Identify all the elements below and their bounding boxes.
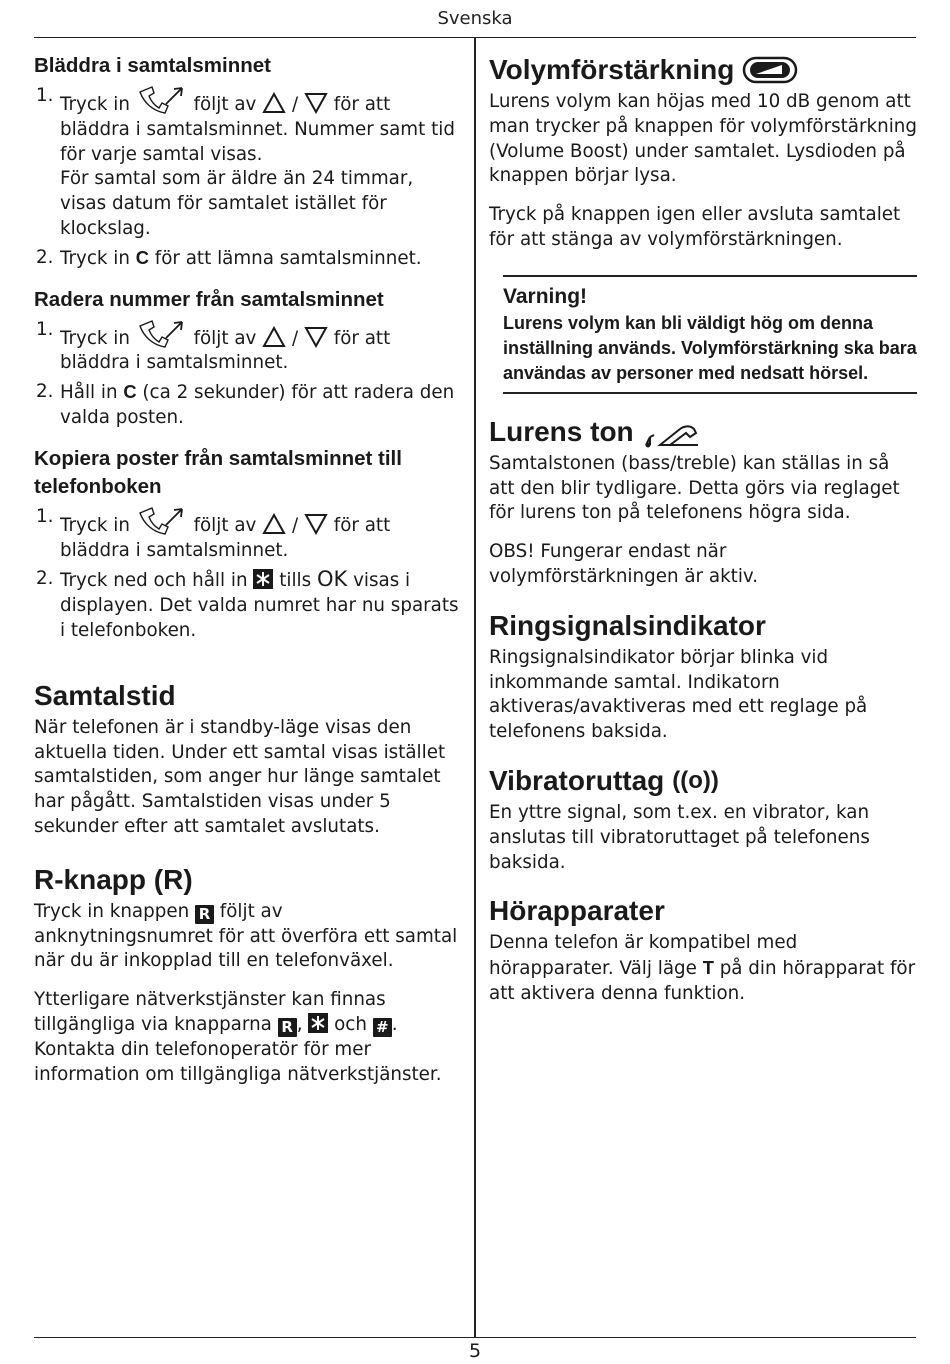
copy-steps — [34, 505, 462, 644]
vibrator-heading — [489, 763, 917, 799]
step-text: Tryck in — [60, 247, 130, 269]
paragraph-text: och — [334, 1013, 367, 1035]
hash-key-icon: # — [373, 1018, 392, 1037]
star-key-icon — [253, 569, 273, 589]
heading-text: Ringsignalsindikator — [489, 609, 766, 641]
list-item — [34, 567, 462, 643]
step-text: Tryck in — [60, 327, 130, 349]
right-column — [489, 52, 917, 1007]
list-item — [34, 380, 462, 431]
volume-paragraph-1: Lurens volym kan höjas med 10 dB genom att man trycker på knappen för volymförstärkning (Volume Boost) under samtalet. Lysdioden på knappen börjar lysa. — [489, 91, 917, 187]
arrow-up-icon — [262, 326, 286, 348]
warning-text: Lurens volym kan bli väldigt hög om denna inställning används. Volymförstärkning ska bara användas av personer med nedsatt hörsel. — [503, 312, 917, 383]
arrow-down-icon — [304, 326, 328, 348]
list-item — [34, 505, 462, 564]
slash: / — [291, 514, 299, 536]
tone-paragraph-2: OBS! Fungerar endast när volymförstärkningen är aktiv. — [489, 541, 759, 587]
list-item — [34, 318, 462, 377]
volume-heading — [489, 52, 917, 88]
r-key-icon: R — [195, 905, 214, 924]
c-key: C — [135, 246, 149, 268]
step-text: Håll in — [60, 382, 118, 404]
arrow-down-icon — [304, 513, 328, 535]
step-text: (ca 2 sekunder) för att radera den valda posten. — [60, 382, 455, 428]
star-key-icon — [308, 1013, 328, 1033]
step-number: 1. — [36, 318, 54, 340]
step-text: visas i displayen. Det valda numret har nu sparats i telefonboken. — [60, 570, 459, 641]
heading-text: R-knapp (R) — [34, 863, 193, 895]
step-number: 2. — [36, 568, 54, 590]
t-mode-label: T — [702, 957, 714, 979]
page-number: 5 — [468, 1340, 482, 1362]
warning-title: Varning! — [503, 284, 588, 308]
step-text: Tryck in — [60, 514, 130, 536]
slash: / — [291, 94, 299, 115]
list-item — [34, 246, 462, 272]
r-key-icon: R — [278, 1018, 297, 1037]
call-log-icon — [136, 505, 188, 535]
step-note: För samtal som är äldre än 24 timmar, visas datum för samtalet istället för klockslag. — [60, 168, 414, 239]
volume-boost-icon — [742, 56, 798, 84]
r-button-heading — [34, 862, 462, 898]
vibrator-text: En yttre signal, som t.ex. en vibrator, kan anslutas till vibratoruttaget på telefonens baksida. — [489, 801, 870, 873]
warning-box — [503, 275, 917, 394]
step-number: 2. — [36, 381, 54, 403]
arrow-up-icon — [262, 92, 286, 114]
r-button-paragraph-2 — [34, 988, 462, 1087]
arrow-down-icon — [304, 92, 328, 114]
tone-paragraph-1: Samtalstonen (bass/treble) kan ställas in så att den blir tydligare. Detta görs via reglaget för lurens ton på telefonens högra sida. — [489, 452, 900, 524]
delete-heading: Radera nummer från samtalsminnet — [34, 287, 384, 311]
step-number: 2. — [36, 246, 54, 268]
c-key: C — [123, 381, 137, 403]
heading-text: Vibratoruttag — [489, 764, 665, 796]
comma: , — [296, 1013, 303, 1035]
paragraph-text: på din hörapparat för att aktivera denna funktion. — [489, 958, 916, 1004]
arrow-up-icon — [262, 513, 286, 535]
heading-text: Samtalstid — [34, 679, 176, 711]
r-button-paragraph-1 — [34, 900, 462, 974]
ring-indicator-text: Ringsignalsindikator börjar blinka vid inkommande samtal. Indikatorn aktiveras/avaktiveras med ett reglage på telefonens baksida. — [489, 646, 868, 743]
ring-indicator-heading — [489, 608, 917, 644]
step-text: följt av — [193, 327, 257, 349]
hearing-aid-text — [489, 931, 917, 1006]
paragraph-text: Ytterligare nätverkstjänster kan finnas tillgängliga via knapparna — [34, 989, 386, 1035]
paragraph-text: följt av anknytningsnumret för att överföra ett samtal när du är inkopplad till en telefonväxel. — [34, 900, 458, 972]
call-time-heading — [34, 678, 462, 714]
step-number: 1. — [36, 505, 54, 527]
paragraph-text: Tryck in knappen — [34, 900, 190, 922]
copy-heading: Kopiera poster från samtalsminnet till telefonboken — [34, 446, 402, 498]
step-text: följt av — [193, 94, 257, 115]
volume-paragraph-2: Tryck på knappen igen eller avsluta samtalet för att stänga av volymförstärkningen. — [489, 204, 901, 250]
call-log-icon — [136, 318, 188, 348]
step-text: Tryck ned och håll in — [60, 570, 248, 592]
step-text: Tryck in — [60, 94, 130, 115]
paragraph-text: Denna telefon är kompatibel med hörapparater. Välj läge — [489, 932, 798, 980]
hearing-aid-heading — [489, 893, 917, 929]
step-text: för att bläddra i samtalsminnet. — [60, 514, 391, 561]
step-text: följt av — [193, 514, 257, 536]
ok-display-text: OK — [316, 567, 348, 592]
handset-tone-icon — [640, 415, 702, 449]
call-time-text: När telefonen är i standby-läge visas den aktuella tiden. Under ett samtal visas istället samtalstiden, som anger hur länge samtalet har pågått. Samtalstiden visas under 5 sekunder efter att samtalet avslutats. — [34, 716, 446, 837]
vibrator-icon: ((o)) — [672, 766, 719, 794]
step-text: tills — [279, 570, 312, 592]
browse-steps — [34, 84, 462, 272]
step-text: för att bläddra i samtalsminnet. Nummer samt tid för varje samtal visas. — [60, 94, 455, 165]
footer-rule — [34, 1337, 916, 1338]
tone-heading — [489, 414, 917, 450]
step-text: för att lämna samtalsminnet. — [154, 247, 422, 269]
heading-text: Hörapparater — [489, 895, 665, 927]
column-divider — [474, 38, 476, 1337]
browse-heading: Bläddra i samtalsminnet — [34, 54, 271, 77]
step-number: 1. — [36, 85, 54, 106]
delete-steps — [34, 318, 462, 431]
heading-text: Lurens ton — [489, 415, 634, 447]
paragraph-text: . Kontakta din telefonoperatör för mer information om tillgängliga nätverkstjänster. — [34, 1013, 442, 1085]
call-log-icon — [136, 84, 188, 114]
slash: / — [291, 327, 299, 349]
heading-text: Volymförstärkning — [489, 54, 735, 85]
list-item — [34, 84, 462, 242]
step-text: för att bläddra i samtalsminnet. — [60, 327, 391, 374]
page-header-language: Svenska — [437, 8, 513, 29]
left-column — [34, 52, 462, 1087]
